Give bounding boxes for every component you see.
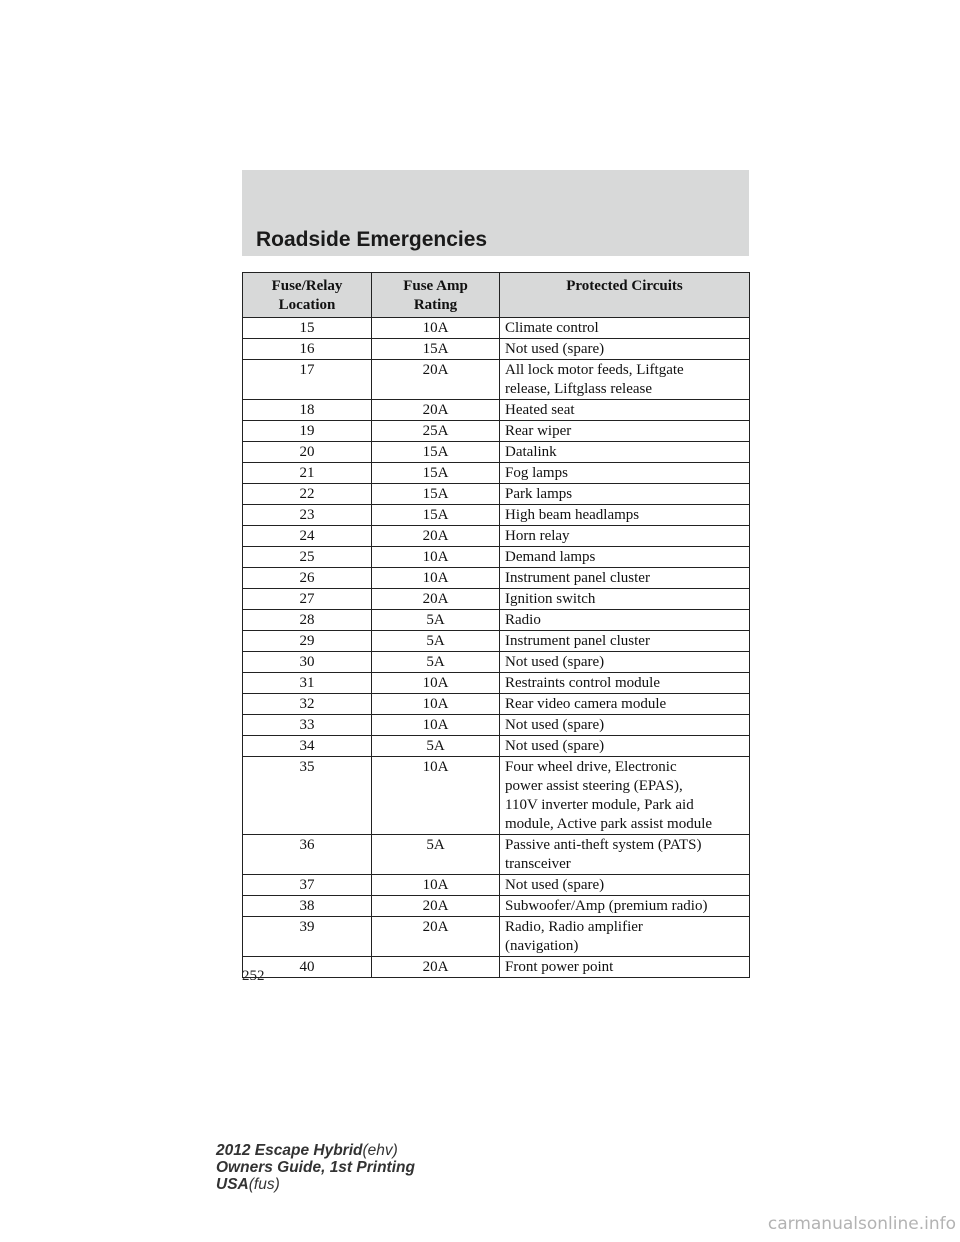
fuse-location-cell: 38	[243, 896, 372, 917]
fuse-amp-cell: 10A	[372, 875, 500, 896]
protected-circuits-cell: Park lamps	[500, 484, 750, 505]
protected-circuits-cell: Ignition switch	[500, 589, 750, 610]
fuse-amp-cell: 10A	[372, 547, 500, 568]
fuse-table-body	[243, 318, 750, 978]
protected-circuits-cell: Not used (spare)	[500, 652, 750, 673]
fuse-location-cell: 40	[243, 957, 372, 978]
protected-circuits-cell: Rear video camera module	[500, 694, 750, 715]
fuse-amp-cell: 20A	[372, 957, 500, 978]
header-fuse-amp-rating: Fuse Amp Rating	[372, 273, 500, 318]
section-header	[242, 170, 749, 256]
table-row	[243, 875, 750, 896]
footer-market-code: (fus)	[248, 1176, 280, 1193]
protected-circuits-cell: Demand lamps	[500, 547, 750, 568]
fuse-amp-cell: 20A	[372, 526, 500, 547]
fuse-location-cell: 22	[243, 484, 372, 505]
fuse-amp-cell: 20A	[372, 917, 500, 957]
fuse-location-cell: 25	[243, 547, 372, 568]
fuse-location-cell: 31	[243, 673, 372, 694]
table-row	[243, 589, 750, 610]
table-row	[243, 421, 750, 442]
fuse-location-cell: 36	[243, 835, 372, 875]
protected-circuits-cell: Not used (spare)	[500, 715, 750, 736]
fuse-location-cell: 28	[243, 610, 372, 631]
fuse-location-cell: 32	[243, 694, 372, 715]
table-row	[243, 547, 750, 568]
protected-circuits-cell: Instrument panel cluster	[500, 568, 750, 589]
table-row	[243, 442, 750, 463]
fuse-amp-cell: 10A	[372, 318, 500, 339]
fuse-location-cell: 30	[243, 652, 372, 673]
fuse-amp-cell: 15A	[372, 484, 500, 505]
fuse-amp-cell: 20A	[372, 360, 500, 400]
footer-model-code: (ehv)	[362, 1142, 398, 1159]
fuse-amp-cell: 5A	[372, 652, 500, 673]
table-row	[243, 484, 750, 505]
watermark: carmanualsonline.info	[767, 1214, 956, 1234]
fuse-amp-cell: 10A	[372, 568, 500, 589]
protected-circuits-cell: Not used (spare)	[500, 339, 750, 360]
fuse-location-cell: 39	[243, 917, 372, 957]
table-row	[243, 526, 750, 547]
table-row	[243, 835, 750, 875]
fuse-location-cell: 29	[243, 631, 372, 652]
table-row	[243, 610, 750, 631]
fuse-location-cell: 26	[243, 568, 372, 589]
fuse-location-cell: 18	[243, 400, 372, 421]
protected-circuits-cell: Horn relay	[500, 526, 750, 547]
protected-circuits-cell: Restraints control module	[500, 673, 750, 694]
fuse-amp-cell: 20A	[372, 896, 500, 917]
fuse-amp-cell: 15A	[372, 339, 500, 360]
protected-circuits-cell: High beam headlamps	[500, 505, 750, 526]
protected-circuits-cell: Subwoofer/Amp (premium radio)	[500, 896, 750, 917]
document-footer	[216, 1142, 415, 1193]
fuse-amp-cell: 20A	[372, 400, 500, 421]
table-row	[243, 957, 750, 978]
protected-circuits-cell: Fog lamps	[500, 463, 750, 484]
protected-circuits-cell: Radio, Radio amplifier (navigation)	[500, 917, 750, 957]
fuse-location-cell: 15	[243, 318, 372, 339]
fuse-location-cell: 34	[243, 736, 372, 757]
fuse-location-cell: 33	[243, 715, 372, 736]
protected-circuits-cell: Passive anti-theft system (PATS) transceiver	[500, 835, 750, 875]
protected-circuits-cell: Front power point	[500, 957, 750, 978]
fuse-location-cell: 20	[243, 442, 372, 463]
footer-line-3	[216, 1176, 415, 1193]
table-row	[243, 673, 750, 694]
fuse-location-cell: 16	[243, 339, 372, 360]
fuse-location-cell: 21	[243, 463, 372, 484]
fuse-amp-cell: 5A	[372, 610, 500, 631]
table-row	[243, 400, 750, 421]
fuse-table	[242, 272, 750, 978]
protected-circuits-cell: Heated seat	[500, 400, 750, 421]
page-number: 252	[242, 968, 265, 984]
footer-line-1	[216, 1142, 415, 1159]
table-row	[243, 736, 750, 757]
fuse-amp-cell: 20A	[372, 589, 500, 610]
table-row	[243, 360, 750, 400]
table-row	[243, 318, 750, 339]
fuse-location-cell: 35	[243, 757, 372, 835]
protected-circuits-cell: Instrument panel cluster	[500, 631, 750, 652]
fuse-location-cell: 27	[243, 589, 372, 610]
table-row	[243, 715, 750, 736]
fuse-amp-cell: 10A	[372, 673, 500, 694]
fuse-amp-cell: 5A	[372, 835, 500, 875]
table-row	[243, 694, 750, 715]
protected-circuits-cell: Datalink	[500, 442, 750, 463]
table-row	[243, 505, 750, 526]
table-row	[243, 757, 750, 835]
protected-circuits-cell: Four wheel drive, Electronic power assist steering (EPAS), 110V inverter module, Park aid module, Active park assist module	[500, 757, 750, 835]
protected-circuits-cell: All lock motor feeds, Liftgate release, Liftglass release	[500, 360, 750, 400]
table-row	[243, 463, 750, 484]
table-row	[243, 631, 750, 652]
protected-circuits-cell: Radio	[500, 610, 750, 631]
table-row	[243, 339, 750, 360]
fuse-amp-cell: 5A	[372, 631, 500, 652]
fuse-amp-cell: 15A	[372, 463, 500, 484]
table-row	[243, 652, 750, 673]
table-header-row	[243, 273, 750, 318]
table-row	[243, 917, 750, 957]
footer-market: USA	[216, 1176, 249, 1193]
fuse-location-cell: 24	[243, 526, 372, 547]
footer-model: 2012 Escape Hybrid	[216, 1142, 363, 1159]
table-row	[243, 896, 750, 917]
fuse-location-cell: 37	[243, 875, 372, 896]
header-fuse-relay-location: Fuse/Relay Location	[243, 273, 372, 318]
fuse-location-cell: 17	[243, 360, 372, 400]
protected-circuits-cell: Rear wiper	[500, 421, 750, 442]
fuse-amp-cell: 5A	[372, 736, 500, 757]
fuse-amp-cell: 15A	[372, 442, 500, 463]
table-row	[243, 568, 750, 589]
footer-printing: Owners Guide, 1st Printing	[216, 1159, 415, 1176]
fuse-amp-cell: 10A	[372, 694, 500, 715]
protected-circuits-cell: Not used (spare)	[500, 875, 750, 896]
fuse-location-cell: 19	[243, 421, 372, 442]
protected-circuits-cell: Not used (spare)	[500, 736, 750, 757]
fuse-amp-cell: 10A	[372, 757, 500, 835]
fuse-amp-cell: 15A	[372, 505, 500, 526]
fuse-location-cell: 23	[243, 505, 372, 526]
header-protected-circuits: Protected Circuits	[500, 273, 750, 318]
fuse-amp-cell: 25A	[372, 421, 500, 442]
protected-circuits-cell: Climate control	[500, 318, 750, 339]
fuse-amp-cell: 10A	[372, 715, 500, 736]
section-title: Roadside Emergencies	[256, 228, 488, 251]
